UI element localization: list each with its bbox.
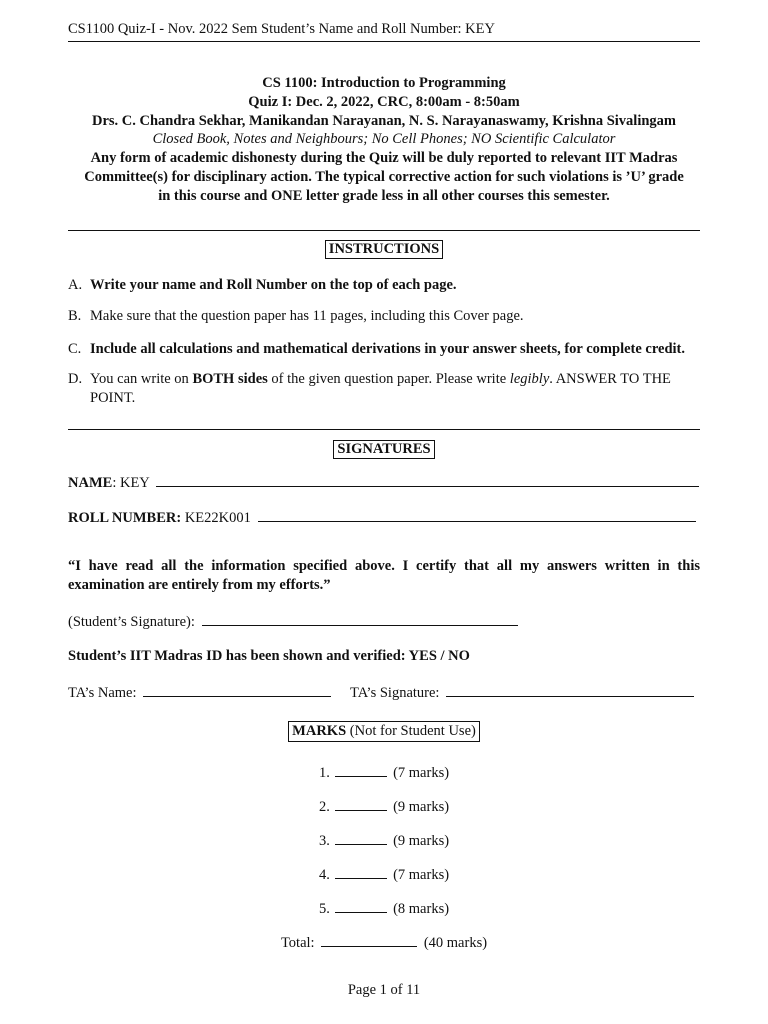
quiz-details: Quiz I: Dec. 2, 2022, CRC, 8:00am - 8:50am: [248, 93, 520, 110]
ta-signature-line[interactable]: [446, 695, 694, 697]
instruction-item: [68, 307, 700, 326]
name-field: [68, 475, 700, 495]
instruction-text-part: . ANSWER TO THE POINT.: [90, 371, 671, 406]
question-number: 1.: [318, 765, 330, 781]
instruction-text: Write your name and Roll Number on the top of each page.: [90, 277, 457, 293]
marks-row: [68, 901, 700, 918]
ta-name-line[interactable]: [143, 695, 331, 697]
question-number: 4.: [318, 867, 330, 883]
roll-number-value: KE22K001: [184, 510, 251, 526]
question-marks: (8 marks): [393, 901, 450, 917]
exam-cover-page: [68, 0, 700, 1024]
instructions-heading-wrap: [68, 240, 700, 259]
ta-signature-field: [350, 685, 694, 705]
instruction-text: [90, 370, 700, 407]
question-marks: (9 marks): [393, 799, 450, 815]
instruction-text-italic: legibly: [509, 371, 550, 387]
id-verified-statement: Student’s IIT Madras ID has been shown and verified: YES / NO: [68, 648, 470, 664]
question-number: 3.: [318, 833, 330, 849]
title-block: [68, 74, 700, 206]
instructors: Drs. C. Chandra Sekhar, Manikandan Narayanan, N. S. Narayanaswamy, Krishna Sivalingam: [91, 112, 676, 129]
instruction-text: Include all calculations and mathematical derivations in your answer sheets, for complete credit.: [90, 341, 686, 357]
header-student-name: Student’s Name and Roll Number: KEY: [261, 21, 495, 37]
marks-row: [68, 867, 700, 884]
marks-heading-wrap: [68, 721, 700, 742]
marks-blank[interactable]: [335, 843, 387, 845]
instruction-text-part: of the given question paper. Please write: [267, 371, 510, 387]
certification-statement: “I have read all the information specified above. I certify that all my answers written in this examination are entirely from my efforts.”: [68, 558, 700, 593]
instruction-label: D.: [68, 371, 83, 387]
question-marks: (9 marks): [393, 833, 450, 849]
name-value: : KEY: [112, 475, 150, 491]
instruction-label: C.: [68, 341, 82, 357]
signatures-heading-wrap: [68, 440, 700, 459]
name-line[interactable]: [156, 485, 699, 487]
marks-blank[interactable]: [335, 911, 387, 913]
instruction-label: A.: [68, 277, 83, 293]
total-label: Total:: [280, 935, 315, 951]
total-marks: (40 marks): [423, 935, 488, 951]
marks-heading: [288, 721, 480, 742]
instruction-text: Make sure that the question paper has 11 pages, including this Cover page.: [90, 308, 524, 324]
dishonesty-warning-line-3: in this course and ONE letter grade less in all other courses this semester.: [158, 187, 610, 204]
marks-blank[interactable]: [335, 877, 387, 879]
total-blank[interactable]: [321, 945, 417, 947]
marks-blank[interactable]: [335, 775, 387, 777]
ta-name-field: [68, 685, 331, 705]
dishonesty-warning-line-2: Committee(s) for disciplinary action. The typical corrective action for such violations is ’U’ grade: [84, 168, 684, 185]
ta-name-label: TA’s Name:: [68, 685, 137, 701]
ta-signature-label: TA’s Signature:: [350, 685, 440, 701]
roll-number-field: [68, 510, 700, 530]
student-signature-label: (Student’s Signature):: [68, 614, 195, 630]
name-label: NAME: [68, 475, 113, 491]
instruction-label: B.: [68, 308, 82, 324]
course-title: CS 1100: Introduction to Programming: [262, 75, 506, 91]
question-number: 5.: [318, 901, 330, 917]
student-signature-line[interactable]: [202, 624, 518, 626]
page-number: Page 1 of 11: [347, 982, 421, 998]
instruction-item: [68, 340, 700, 359]
marks-total-row: [68, 935, 700, 952]
running-header: [68, 21, 700, 42]
instruction-text-part: You can write on: [90, 371, 193, 387]
header-course-term: CS1100 Quiz-I - Nov. 2022 Sem: [68, 21, 258, 37]
divider: [68, 230, 700, 231]
instruction-item: [68, 276, 700, 295]
marks-blank[interactable]: [335, 809, 387, 811]
divider: [68, 429, 700, 430]
student-signature-field: [68, 614, 518, 634]
marks-row: [68, 799, 700, 816]
marks-heading-label: MARKS: [292, 723, 347, 739]
instruction-item: [68, 370, 700, 407]
roll-number-label: ROLL NUMBER:: [68, 510, 182, 526]
marks-row: [68, 833, 700, 850]
question-number: 2.: [318, 799, 330, 815]
exam-rules: Closed Book, Notes and Neighbours; No Cell Phones; NO Scientific Calculator: [152, 131, 616, 148]
roll-number-line[interactable]: [258, 520, 696, 522]
instruction-text-emphasis: BOTH sides: [192, 371, 268, 387]
marks-row: [68, 765, 700, 782]
question-marks: (7 marks): [393, 765, 450, 781]
signatures-heading: SIGNATURES: [333, 440, 434, 459]
dishonesty-warning-line-1: Any form of academic dishonesty during the Quiz will be duly reported to relevant IIT Madras: [90, 150, 678, 167]
marks-heading-note: (Not for Student Use): [346, 723, 476, 739]
instructions-heading: INSTRUCTIONS: [325, 240, 443, 259]
question-marks: (7 marks): [393, 867, 450, 883]
